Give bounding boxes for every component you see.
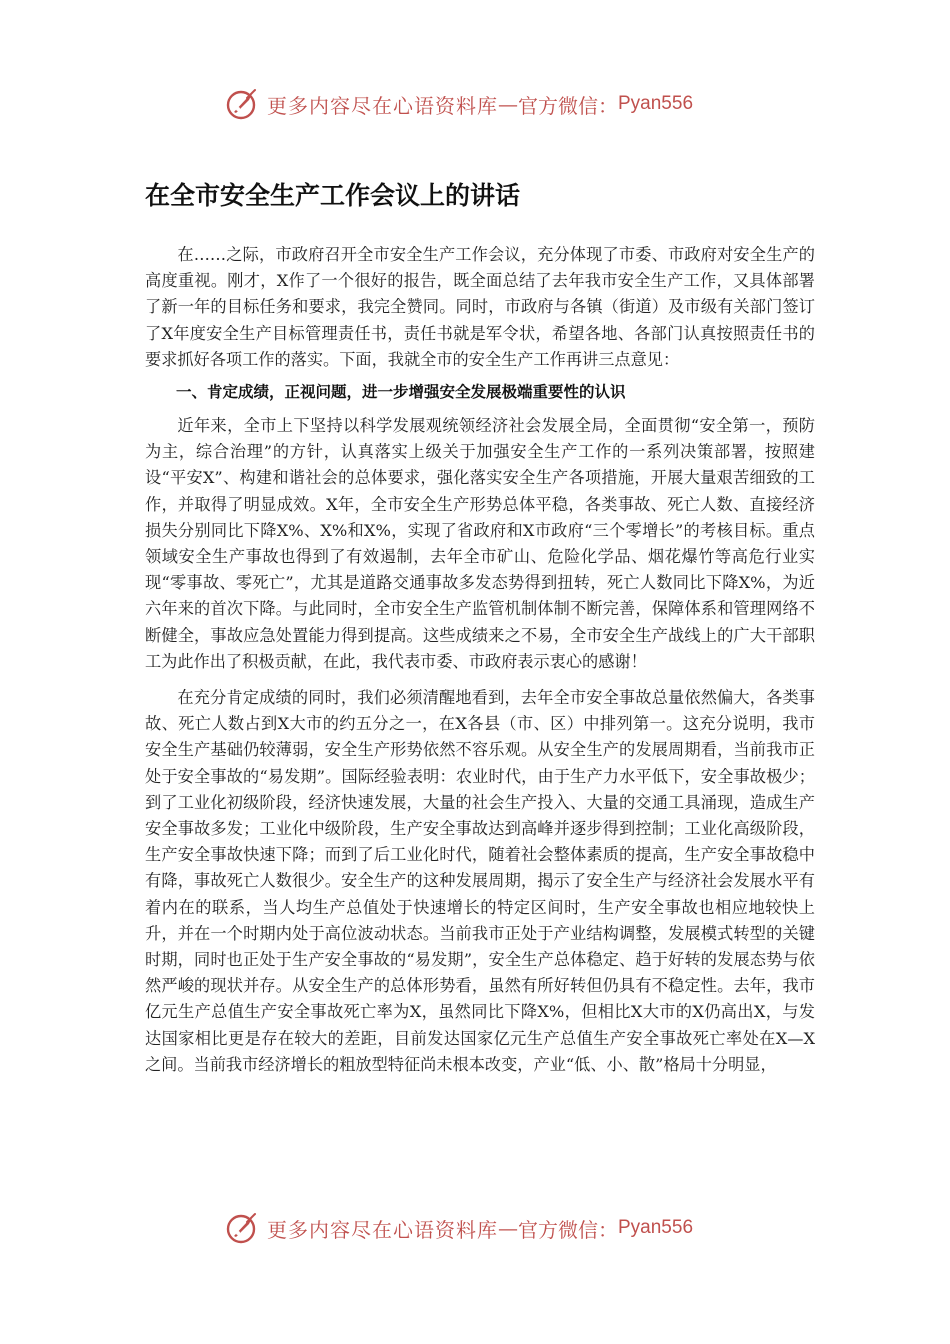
paragraph-achievements: 近年来，全市上下坚持以科学发展观统领经济社会发展全局，全面贯彻“安全第一，预防为主，综合治理”的方针，认真落实上级关于加强安全生产工作的一系列决策部署，按照建设“平安X”、构建和谐社会的总体要求，强化落实安全生产各项措施，开展大量艰苦细致的工作，并取得了明显成效。X年，全市安全生产形势总体平稳，各类事故、死亡人数、直接经济损失分别同比下降X%、X%和X%，实现了省政府和X市政府“三个零增长”的考核目标。重点领域安全生产事故也得到了有效遏制，去年全市矿山、危险化学品、烟花爆竹等高危行业实现“零事故、零死亡”，尤其是道路交通事故多发态势得到扭转，死亡人数同比下降X%，为近六年来的首次下降。与此同时，全市安全生产监管机制体制不断完善，保障体系和管理网络不断健全，事故应急处置能力得到提高。这些成绩来之不易，全市安全生产战线上的广大干部职工为此作出了积极贡献，在此，我代表市委、市政府表示衷心的感谢！	[145, 416, 815, 671]
banner-separator: —	[498, 1216, 518, 1240]
quill-pen-logo-icon	[225, 1210, 261, 1246]
document-title: 在全市安全生产工作会议上的讲话	[145, 181, 521, 210]
banner-wechat-label: 官方微信：	[518, 93, 618, 118]
footer-banner	[225, 1208, 745, 1248]
document-body	[145, 172, 815, 1078]
banner-text: 更多内容尽在心语资料库	[267, 93, 498, 118]
section-heading: 一、肯定成绩，正视问题，进一步增强安全发展极端重要性的认识	[176, 383, 626, 402]
paragraph-intro: 在……之际，市政府召开全市安全生产工作会议，充分体现了市委、市政府对安全生产的高度重视。刚才，X作了一个很好的报告，既全面总结了去年我市安全生产工作，又具体部署了新一年的目标任务和要求，我完全赞同。同时，市政府与各镇（街道）及市级有关部门签订了X年度安全生产目标管理责任书，责任书就是军令状，希望各地、各部门认真按照责任书的要求抓好各项工作的落实。下面，我就全市的安全生产工作再讲三点意见：	[145, 245, 815, 369]
banner-wechat-label: 官方微信：	[518, 1217, 618, 1242]
header-banner	[225, 84, 745, 124]
banner-wechat-id: Pyan556	[618, 1217, 694, 1238]
banner-wechat-id: Pyan556	[618, 93, 694, 114]
quill-pen-logo-icon	[225, 86, 261, 122]
banner-separator: —	[498, 92, 518, 116]
banner-text: 更多内容尽在心语资料库	[267, 1217, 498, 1242]
paragraph-problems: 在充分肯定成绩的同时，我们必须清醒地看到，去年全市安全事故总量依然偏大，各类事故、死亡人数占到X大市的约五分之一，在X各县（市、区）中排列第一。这充分说明，我市安全生产基础仍较薄弱，安全生产形势依然不容乐观。从安全生产的发展周期看，当前我市正处于安全事故的“易发期”。国际经验表明：农业时代，由于生产力水平低下，安全事故极少；到了工业化初级阶段，经济快速发展，大量的社会生产投入、大量的交通工具涌现，造成生产安全事故多发；工业化中级阶段，生产安全事故达到高峰并逐步得到控制；工业化高级阶段，生产安全事故快速下降；而到了后工业化时代，随着社会整体素质的提高，生产安全事故稳中有降，事故死亡人数很少。安全生产的这种发展周期，揭示了安全生产与经济社会发展水平有着内在的联系，当人均生产总值处于快速增长的特定区间时，生产安全事故也相应地较快上升，并在一个时期内处于高位波动状态。当前我市正处于产业结构调整，发展模式转型的关键时期，同时也正处于生产安全事故的“易发期”，安全生产总体稳定、趋于好转的发展态势与依然严峻的现状并存。从安全生产的总体形势看，虽然有所好转但仍具有不稳定性。去年，我市亿元生产总值生产安全事故死亡率为X，虽然同比下降X%，但相比X大市的X仍高出X，与发达国家相比更是存在较大的差距，目前发达国家亿元生产总值生产安全事故死亡率处在X—X之间。当前我市经济增长的粗放型特征尚未根本改变，产业“低、小、散”格局十分明显，	[145, 688, 815, 1074]
paragraph-gap	[145, 675, 815, 685]
